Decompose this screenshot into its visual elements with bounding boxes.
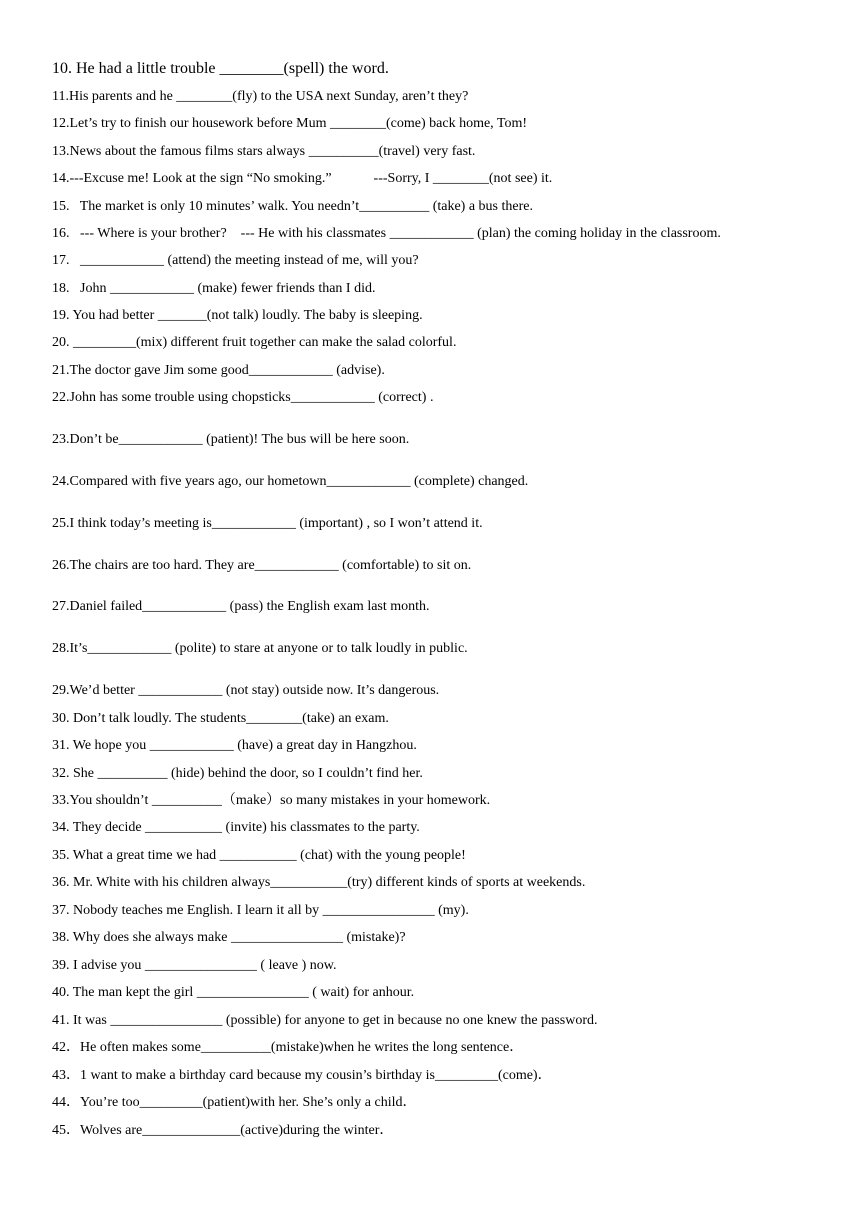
- question-20: 20. _________(mix) different fruit together can make the salad colorful.: [52, 335, 457, 350]
- question-29: 29.We’d better ____________ (not stay) outside now. It’s dangerous.: [52, 683, 440, 698]
- question-27: 27.Daniel failed____________ (pass) the English exam last month.: [52, 599, 430, 614]
- question-26: 26.The chairs are too hard. They are____________ (comfortable) to sit on.: [52, 558, 472, 573]
- question-16: 16. --- Where is your brother? --- He with his classmates ____________ (plan) the coming holiday in the classroom.: [52, 226, 721, 241]
- question-42: 42．He often makes some__________(mistake)when he writes the long sentence．: [52, 1040, 524, 1055]
- question-28: 28.It’s____________ (polite) to stare at anyone or to talk loudly in public.: [52, 641, 468, 656]
- question-17: 17. ____________ (attend) the meeting instead of me, will you?: [52, 253, 419, 268]
- question-43: 43．1 want to make a birthday card because my cousin’s birthday is_________(come)．: [52, 1068, 552, 1083]
- question-32: 32. She __________ (hide) behind the door, so I couldn’t find her.: [52, 766, 423, 781]
- question-38: 38. Why does she always make ________________ (mistake)?: [52, 930, 406, 945]
- question-13: 13.News about the famous films stars always __________(travel) very fast.: [52, 144, 476, 159]
- question-18: 18. John ____________ (make) fewer friends than I did.: [52, 281, 376, 296]
- question-31: 31. We hope you ____________ (have) a great day in Hangzhou.: [52, 738, 417, 753]
- question-34: 34. They decide ___________ (invite) his classmates to the party.: [52, 820, 420, 835]
- question-39: 39. I advise you ________________ ( leave ) now.: [52, 958, 337, 973]
- question-25: 25.I think today’s meeting is____________ (important) , so I won’t attend it.: [52, 516, 483, 531]
- question-21: 21.The doctor gave Jim some good____________ (advise).: [52, 363, 385, 378]
- question-33: 33.You shouldn’t __________（make）so many mistakes in your homework.: [52, 793, 491, 808]
- question-44: 44．You’re too_________(patient)with her. She’s only a child．: [52, 1095, 417, 1110]
- question-23: 23.Don’t be____________ (patient)! The bus will be here soon.: [52, 432, 410, 447]
- question-19: 19. You had better _______(not talk) loudly. The baby is sleeping.: [52, 308, 423, 323]
- question-10: 10. He had a little trouble ________(spell) the word.: [52, 60, 389, 77]
- question-12: 12.Let’s try to finish our housework before Mum ________(come) back home, Tom!: [52, 116, 528, 131]
- question-37: 37. Nobody teaches me English. I learn it all by ________________ (my).: [52, 903, 469, 918]
- question-15: 15. The market is only 10 minutes’ walk. You needn’t__________ (take) a bus there.: [52, 199, 533, 214]
- question-35: 35. What a great time we had ___________ (chat) with the young people!: [52, 848, 466, 863]
- question-14: 14.---Excuse me! Look at the sign “No smoking.” ---Sorry, I ________(not see) it.: [52, 171, 553, 186]
- question-36: 36. Mr. White with his children always___________(try) different kinds of sports at weekends.: [52, 875, 586, 890]
- question-45: 45．Wolves are______________(active)during the winter．: [52, 1123, 394, 1138]
- question-30: 30. Don’t talk loudly. The students________(take) an exam.: [52, 711, 389, 726]
- question-24: 24.Compared with five years ago, our hometown____________ (complete) changed.: [52, 474, 529, 489]
- question-40: 40. The man kept the girl ________________ ( wait) for anhour.: [52, 985, 415, 1000]
- question-11: 11.His parents and he ________(fly) to the USA next Sunday, aren’t they?: [52, 89, 469, 104]
- question-22: 22.John has some trouble using chopsticks____________ (correct) .: [52, 390, 434, 405]
- question-41: 41. It was ________________ (possible) for anyone to get in because no one knew the password.: [52, 1013, 598, 1028]
